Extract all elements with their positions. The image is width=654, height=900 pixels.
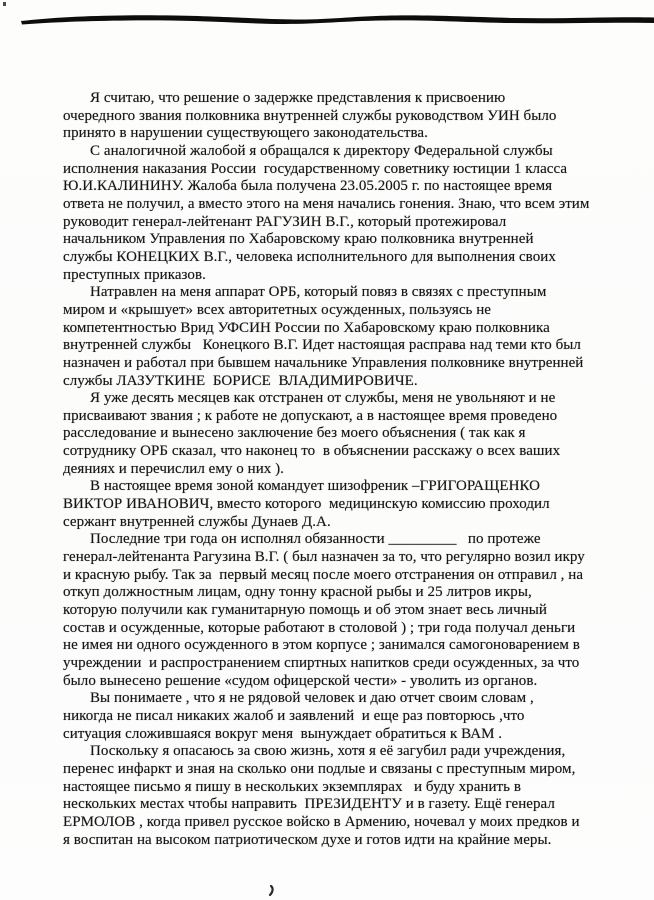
text-line: службы КОНЕЦКИХ В.Г., человека исполнительного для выполнения своих (63, 248, 556, 265)
text-line: Вы понимаете , что я не рядовой человек и даю отчет своим словам , (90, 690, 534, 707)
paragraph-6 (63, 531, 623, 690)
text-line: и красную рыбу. Так за первый месяц после моего отстранения он отправил , на (63, 566, 584, 583)
text-line: миром и «крышует» всех авторитетных осужденных, пользуясь не (63, 301, 492, 318)
text-line: я воспитан на высоком патриотическом духе и готов идти на крайние меры. (63, 831, 552, 848)
text-line: генерал-лейтенанта Рагузина В.Г. ( был назначен за то, что регулярно возил икру (63, 549, 585, 566)
text-line: никогда не писал никаких жалоб и заявлений и еще раз повторюсь ,что (63, 707, 525, 724)
text-line: службы ЛАЗУТКИНЕ БОРИСЕ ВЛАДИМИРОВИЧЕ. (63, 372, 418, 389)
scan-speck (3, 2, 6, 6)
text-line: было вынесено решение «судом офицерской чести» - уволить из органов. (63, 672, 538, 689)
paragraph-3 (63, 284, 623, 390)
text-line: не имея ни одного осужденного в этом корпусе ; занимался самогоноварением в (63, 637, 580, 654)
text-line: настоящее письмо я пишу в нескольких экземплярах и буду хранить в (63, 778, 521, 795)
text-line: сотруднику ОРБ сказал, что наконец то в объяснении расскажу о всех ваших (63, 443, 561, 460)
text-line: Натравлен на меня аппарат ОРБ, который повяз в связях с преступным (90, 284, 547, 301)
text-line: руководит генерал-лейтенант РАГУЗИН В.Г., который протежировал (63, 213, 507, 230)
text-line: внутренней службы Конецкого В.Г. Идет настоящая расправа над теми кто был (63, 337, 581, 354)
text-line: перенес инфаркт и зная на сколько они подлые и связаны с преступным миром, (63, 760, 576, 777)
text-line: В настоящее время зоной командует шизофреник –ГРИГОРАЩЕНКО (90, 478, 541, 495)
text-line: компетентностью Врид УФСИН России по Хабаровскому краю полковника (63, 319, 550, 336)
paragraph-4 (63, 390, 623, 478)
text-line: Я уже десять месяцев как отстранен от службы, меня не увольняют и не (90, 390, 556, 407)
text-line: исполнения наказания России государственному советнику юстиции 1 класса (63, 160, 568, 177)
text-line: деяниях и перечислил ему о них ). (63, 460, 284, 477)
text-line: Ю.И.КАЛИНИНУ. Жалоба была получена 23.05.2005 г. по настоящее время (63, 178, 553, 195)
paragraph-8 (63, 743, 623, 849)
text-line: ВИКТОР ИВАНОВИЧ, вместо которого медицинскую комиссию проходил (63, 496, 550, 513)
text-line: принято в нарушении существующего законодательства. (63, 125, 428, 142)
text-line: Я считаю, что решение о задержке представления к присвоению (90, 90, 506, 106)
text-line: присваивают звания ; к работе не допускают, а в настоящее время проведено (63, 407, 558, 424)
text-line: назначен и работал при бывшем начальнике Управления полковнике внутренней (63, 354, 584, 371)
paragraph-1 (63, 90, 623, 143)
paragraph-7 (63, 690, 623, 743)
text-line: очередного звания полковника внутренней службы руководством УИН было (63, 107, 557, 124)
text-line: ЕРМОЛОВ , когда привел русское войско в Армению, ночевал у моих предков и (63, 813, 580, 830)
text-line: ответа не получил, а вместо этого на меня начались гонения. Знаю, что всем этим (63, 195, 590, 212)
paragraph-2 (63, 143, 623, 284)
text-line: состав и осужденные, которые работают в столовой ) ; три года получал деньги (63, 619, 576, 636)
text-line: нескольких местах чтобы направить ПРЕЗИДЕНТУ и в газету. Ещё генерал (63, 796, 555, 813)
paragraph-5 (63, 478, 623, 531)
text-line: учреждении и распространением спиртных напитков среди осужденных, за что (63, 655, 580, 671)
text-line: откуп должностным лицам, одну тонну красной рыбы и 25 литров икры, (63, 584, 532, 601)
scan-edge-artifact-line (0, 0, 654, 34)
scan-line-shape (21, 15, 654, 24)
text-line: Поскольку я опасаюсь за свою жизнь, хотя я её загубил ради учреждения, (90, 743, 566, 760)
text-line: начальником Управления по Хабаровскому краю полковника внутренней (63, 231, 534, 248)
text-line: сержант внутренней службы Дунаев Д.А. (63, 513, 331, 530)
text-line: С аналогичной жалобой я обращался к директору Федеральной службы (90, 142, 553, 159)
letter-body-text (63, 90, 623, 849)
text-line: ситуация сложившаяся вокруг меня вынуждает обратиться к ВАМ . (63, 725, 503, 742)
text-line: Последние три года он исполнял обязанности _________ по протеже (90, 531, 541, 548)
text-line: расследование и вынесено заключение без моего объяснения ( так как я (63, 425, 526, 442)
text-line: преступных приказов. (63, 266, 206, 283)
text-line: которую получили как гуманитарную помощь и об этом знает весь личный (63, 602, 548, 619)
stray-ink-mark (268, 885, 276, 897)
